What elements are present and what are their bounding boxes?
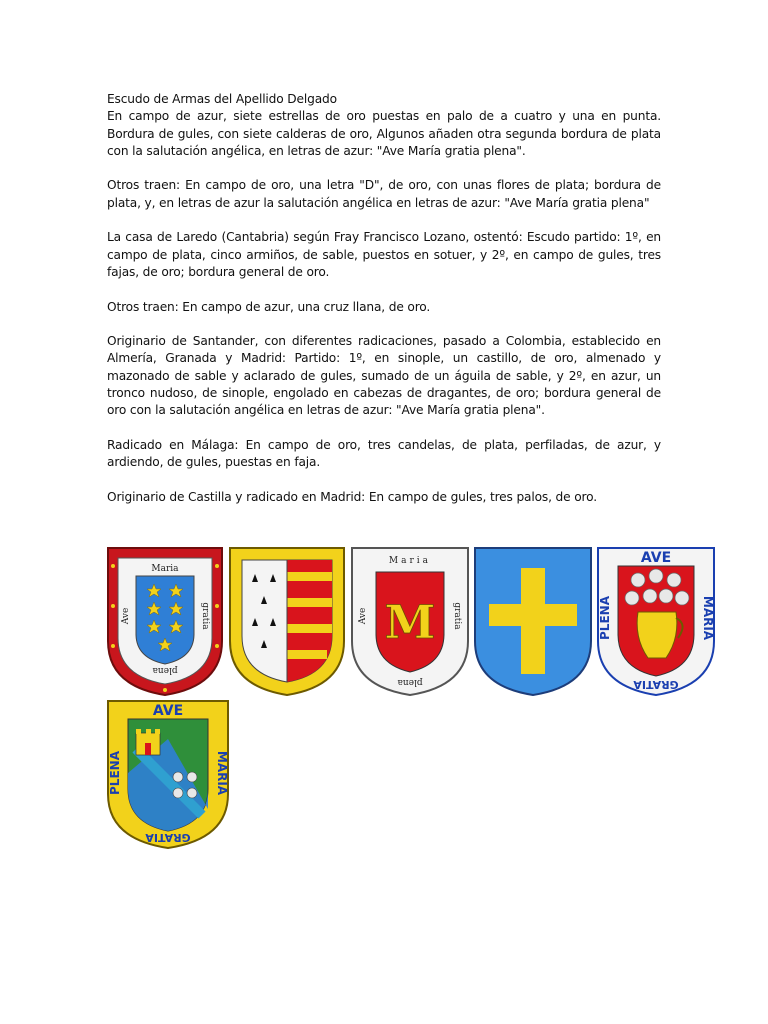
shield1-motto-bottom: plena (152, 665, 178, 675)
shield-vase-image (596, 546, 716, 697)
shield3-motto-top: Maria (388, 556, 432, 566)
shield-castle-image (106, 699, 230, 850)
document-title: Escudo de Armas del Apellido Delgado (107, 92, 337, 106)
shield3-motto-bottom: plena (397, 677, 423, 687)
shield5-motto-top: AVE (640, 550, 672, 566)
shield5-motto-right: MARIA (701, 595, 715, 641)
shield1-motto-left: Ave (121, 607, 131, 625)
paragraph-cross: Otros traen: En campo de azur, una cruz llana, de oro. (107, 299, 431, 314)
shield-laredo-image (228, 546, 346, 697)
gold-letter-d: M (384, 595, 436, 649)
paragraph-castilla: Originario de Castilla y radicado en Madrid: En campo de gules, tres palos, de oro. (107, 489, 597, 504)
shield-cross-image (473, 546, 593, 697)
paragraph-laredo: La casa de Laredo (Cantabria) según Fray Francisco Lozano, ostentó: Escudo partido: 1º, en campo de plata, cinco armiños, de sable, puestos en sotuer, y 2º, en campo de gules, tres fajas, de oro; bordura general de oro. (107, 230, 661, 279)
paragraph-letter-d: Otros traen: En campo de oro, una letra "D", de oro, con unas flores de plata; bordura de plata, y, en letras de azur la salutación angélica en letras de azur: "Ave María gratia plena" (107, 178, 661, 210)
shield6-motto-top: AVE (152, 703, 184, 719)
shield6-motto-bottom: GRATIA (145, 831, 191, 844)
shield5-motto-left: PLENA (598, 596, 612, 640)
shield6-motto-left: PLENA (108, 751, 122, 795)
paragraph-santander: Originario de Santander, con diferentes radicaciones, pasado a Colombia, establecido en Almería, Granada y Madrid: Partido: 1º, en sinople, un castillo, de oro, almenado y mazonado de sable y aclarado de gules, sumado de un águila de sable, y 2º, en azur, un tronco nudoso, de sinople, engolado en cabezas de dragantes, de oro; bordura general de oro con la salutación angélica en letras de azur: "Ave María gratia plena". (107, 334, 661, 418)
shield6-motto-right: MARIA (215, 750, 229, 796)
shield3-motto-right: gratia (452, 602, 462, 630)
shield-stars-image (106, 546, 224, 697)
shield1-motto-right: gratia (200, 602, 210, 630)
shield-letter-image (350, 546, 470, 697)
paragraph-delgado-arms: En campo de azur, siete estrellas de oro puestas en palo de a cuatro y una en punta. Bordura de gules, con siete calderas de oro, Algunos añaden otra segunda bordura de plata con la salutación angélica, en letras de azur: "Ave María gratia plena". (107, 109, 661, 158)
paragraph-malaga: Radicado en Málaga: En campo de oro, tres candelas, de plata, perfiladas, de azur, y ardiendo, de gules, puestas en faja. (107, 437, 661, 470)
shield3-motto-left: Ave (358, 607, 368, 625)
shield1-motto-top: Maria (151, 564, 179, 574)
gold-castle (136, 729, 160, 755)
shield5-motto-bottom: GRATIA (633, 678, 679, 691)
